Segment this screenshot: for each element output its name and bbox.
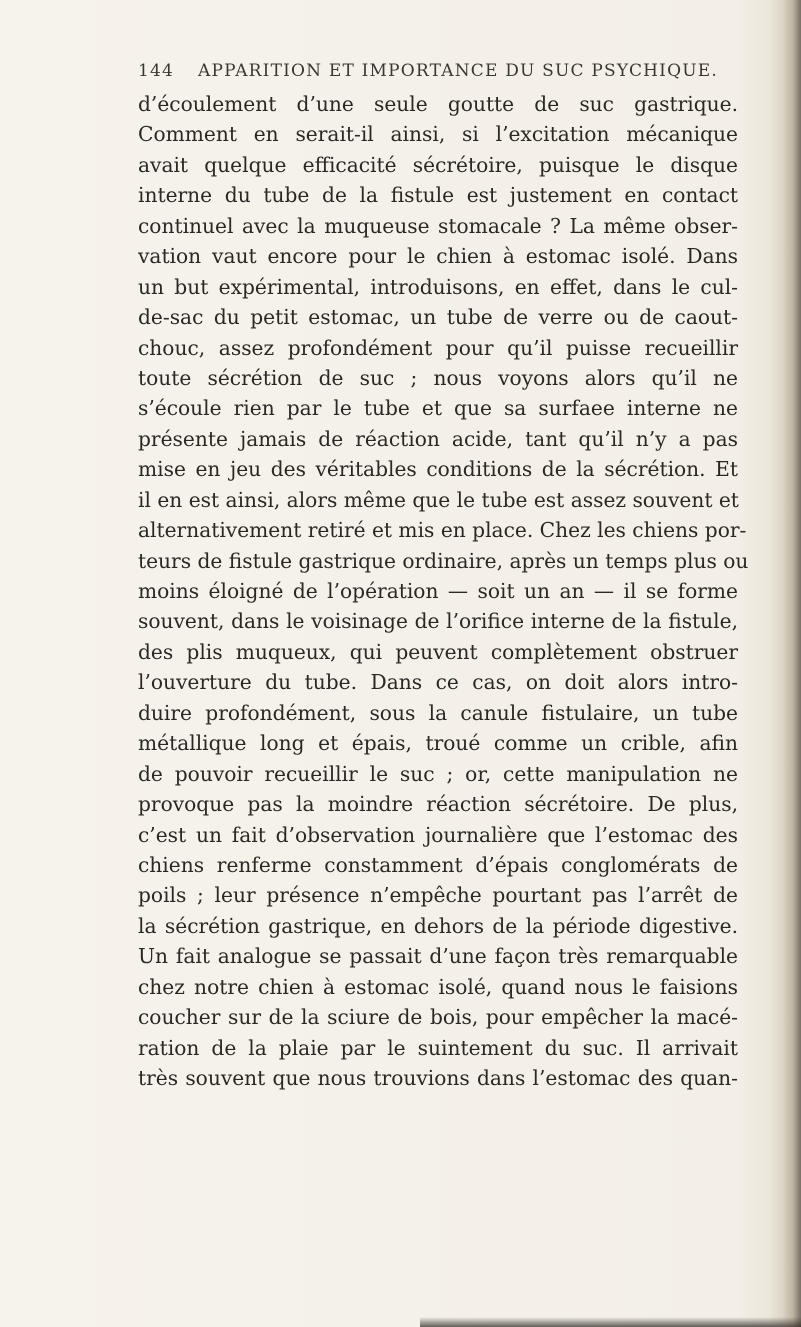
text-line: d’écoulement d’une seule goutte de suc gastrique. xyxy=(138,92,738,116)
text-line: teurs de fistule gastrique ordinaire, après un temps plus ou xyxy=(138,548,749,573)
text-line: chez notre chien à estomac isolé, quand nous le faisions xyxy=(138,974,738,999)
text-line: très souvent que nous trouvions dans l’estomac des quan- xyxy=(138,1066,738,1090)
text-line: toute sécrétion de suc ; nous voyons alors qu’il ne xyxy=(138,365,738,390)
text-line: Un fait analogue se passait d’une façon très remarquable xyxy=(138,944,738,969)
text-line: c’est un fait d’observation journalière que l’estomac des xyxy=(138,822,738,847)
text-line: de pouvoir recueillir le suc ; or, cette manipulation ne xyxy=(138,761,738,786)
text-line: ration de la plaie par le suintement du suc. Il arrivait xyxy=(138,1035,738,1060)
text-line: présente jamais de réaction acide, tant qu’il n’y a pas xyxy=(138,426,738,451)
text-line: métallique long et épais, troué comme un crible, afin xyxy=(138,731,738,756)
text-line: interne du tube de la fistule est justement en contact xyxy=(138,183,738,208)
text-line: alternativement retiré et mis en place. Chez les chiens por- xyxy=(138,518,747,543)
text-line: souvent, dans le voisinage de l’orifice interne de la fistule, xyxy=(138,609,738,634)
page-number: 144 xyxy=(138,61,175,81)
text-line: vation vaut encore pour le chien à estomac isolé. Dans xyxy=(138,244,738,269)
text-line: chiens renferme constamment d’épais conglomérats de xyxy=(138,852,738,877)
text-line: chouc, assez profondément pour qu’il puisse recueillir xyxy=(138,335,738,360)
text-line: continuel avec la muqueuse stomacale ? La même obser- xyxy=(138,213,738,238)
running-header xyxy=(138,61,718,85)
body-text xyxy=(138,89,749,1093)
running-title: APPARITION ET IMPORTANCE DU SUC PSYCHIQUE. xyxy=(198,61,718,81)
text-line: moins éloigné de l’opération — soit un an — il se forme xyxy=(138,579,738,603)
text-line: mise en jeu des véritables conditions de la sécrétion. Et xyxy=(138,457,738,482)
text-line: la sécrétion gastrique, en dehors de la période digestive. xyxy=(138,913,738,938)
text-line: provoque pas la moindre réaction sécrétoire. De plus, xyxy=(138,792,738,817)
text-line: l’ouverture du tube. Dans ce cas, on doit alors intro- xyxy=(138,670,738,695)
text-line: un but expérimental, introduisons, en effet, dans le cul- xyxy=(138,274,738,299)
text-line: s’écoule rien par le tube et que sa surfaee interne ne xyxy=(138,396,738,421)
text-line: des plis muqueux, qui peuvent complètement obstruer xyxy=(138,639,738,664)
text-line: de-sac du petit estomac, un tube de verre ou de caout- xyxy=(138,305,738,330)
text-line: poils ; leur présence n’empêche pourtant pas l’arrêt de xyxy=(138,883,738,908)
text-line: duire profondément, sous la canule fistulaire, un tube xyxy=(138,700,738,725)
text-line: coucher sur de la sciure de bois, pour empêcher la macé- xyxy=(138,1005,738,1030)
page-edge-shadow xyxy=(783,0,801,1327)
bottom-edge-shadow xyxy=(420,1317,801,1327)
text-line: avait quelque efficacité sécrétoire, puisque le disque xyxy=(138,152,738,177)
text-line: Comment en serait-il ainsi, si l’excitation mécanique xyxy=(138,122,738,147)
text-line: il en est ainsi, alors même que le tube est assez souvent et xyxy=(138,487,739,512)
